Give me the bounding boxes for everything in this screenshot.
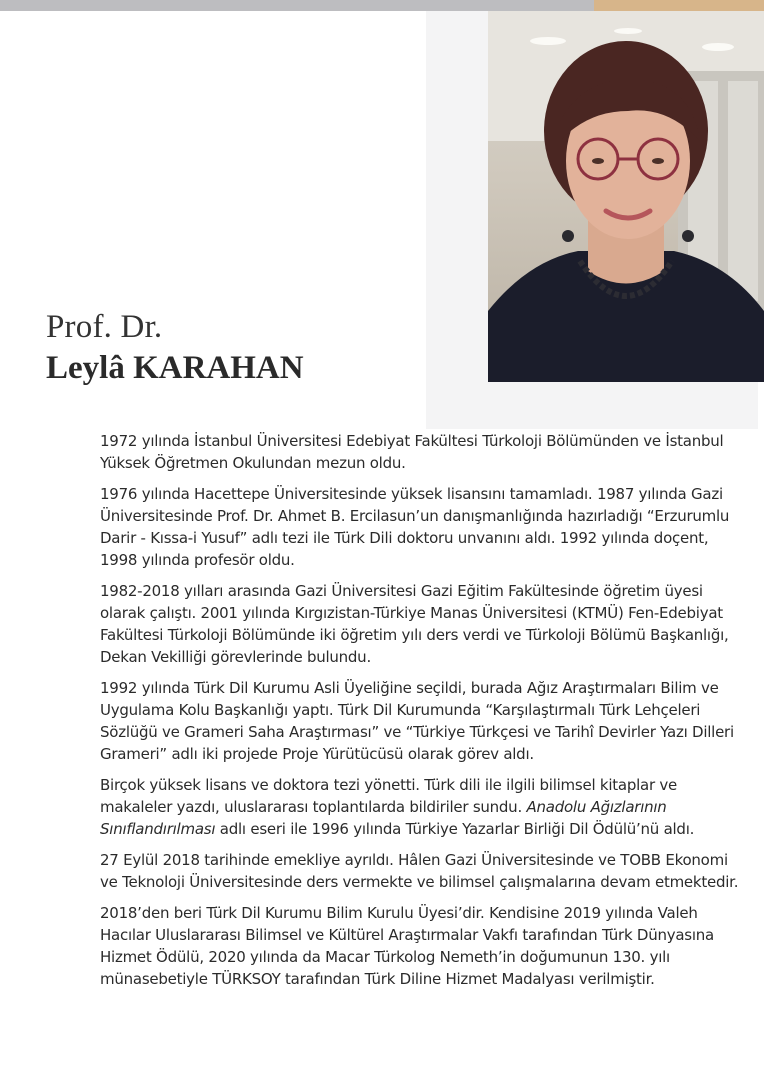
bio-paragraph: 1992 yılında Türk Dil Kurumu Asli Üyeliğine seçildi, burada Ağız Araştırmaları Bilim ve Uygulama Kolu Başkanlığı yaptı. Türk Dil Kurumunda “Karşılaştırmalı Türk Lehçeleri Sözlüğü ve Grameri Saha Araştırması” ve “Türkiye Türkçesi ve Tarihî Devirler Yazı Dilleri Grameri” adlı iki projede Proje Yürütücüsü olarak görev aldı. (100, 679, 734, 763)
top-accent-bar-gold (594, 0, 764, 11)
biography (100, 430, 740, 999)
bio-paragraph: 1982-2018 yılları arasında Gazi Üniversitesi Gazi Eğitim Fakültesinde öğretim üyesi olarak çalıştı. 2001 yılında Kırgızistan-Türkiye Manas Üniversitesi (KTMÜ) Fen-Edebiyat Fakültesi Türkoloji Bölümünde iki öğretim yılı ders verdi ve Türkoloji Bölümü Başkanlığı, Dekan Vekilliği görevlerinde bulundu. (100, 582, 729, 666)
book-title: Anadolu Ağızlarının Sınıflandırılması (100, 798, 667, 838)
title-prefix: Prof. Dr. (46, 309, 163, 345)
bio-paragraph: 2018’den beri Türk Dil Kurumu Bilim Kurulu Üyesi’dir. Kendisine 2019 yılında Valeh Hacılar Uluslararası Bilimsel ve Kültürel Araştırmalar Vakfı tarafından Türk Dünyasına Hizmet Ödülü, 2020 yılında da Macar Türkolog Nemeth’in doğumunun 130. yılı münasebetiyle TÜRKSOY tarafından Türk Diline Hizmet Madalyası verilmiştir. (100, 904, 714, 988)
bio-paragraph: 1972 yılında İstanbul Üniversitesi Edebiyat Fakültesi Türkoloji Bölümünden ve İstanbul Yüksek Öğretmen Okulundan mezun oldu. (100, 432, 724, 472)
top-accent-bar-gray (0, 0, 594, 11)
portrait-photo (488, 11, 764, 382)
bio-paragraph (100, 774, 740, 840)
portrait-illustration (488, 11, 764, 382)
bio-text: adlı eseri ile 1996 yılında Türkiye Yazarlar Birliği Dil Ödülü’nü aldı. (219, 820, 695, 838)
bio-text: Birçok yüksek lisans ve doktora tezi yönetti. Türk dili ile ilgili bilimsel kitaplar ve makaleler yazdı, uluslararası toplantılarda bildiriler sundu. (100, 776, 677, 816)
bio-paragraph: 1976 yılında Hacettepe Üniversitesinde yüksek lisansını tamamladı. 1987 yılında Gazi Üniversitesinde Prof. Dr. Ahmet B. Ercilasun’un danışmanlığında hazırladığı “Erzurumlu Darir - Kıssa-i Yusuf” adlı tezi ile Türk Dili doktoru unvanını aldı. 1992 yılında doçent, 1998 yılında profesör oldu. (100, 485, 730, 569)
person-name: Leylâ KARAHAN (46, 350, 304, 386)
bio-paragraph: 27 Eylül 2018 tarihinde emekliye ayrıldı. Hâlen Gazi Üniversitesinde ve TOBB Ekonomi ve Teknoloji Üniversitesinde ders vermekte ve bilimsel çalışmalarına devam etmektedir. (100, 851, 739, 891)
